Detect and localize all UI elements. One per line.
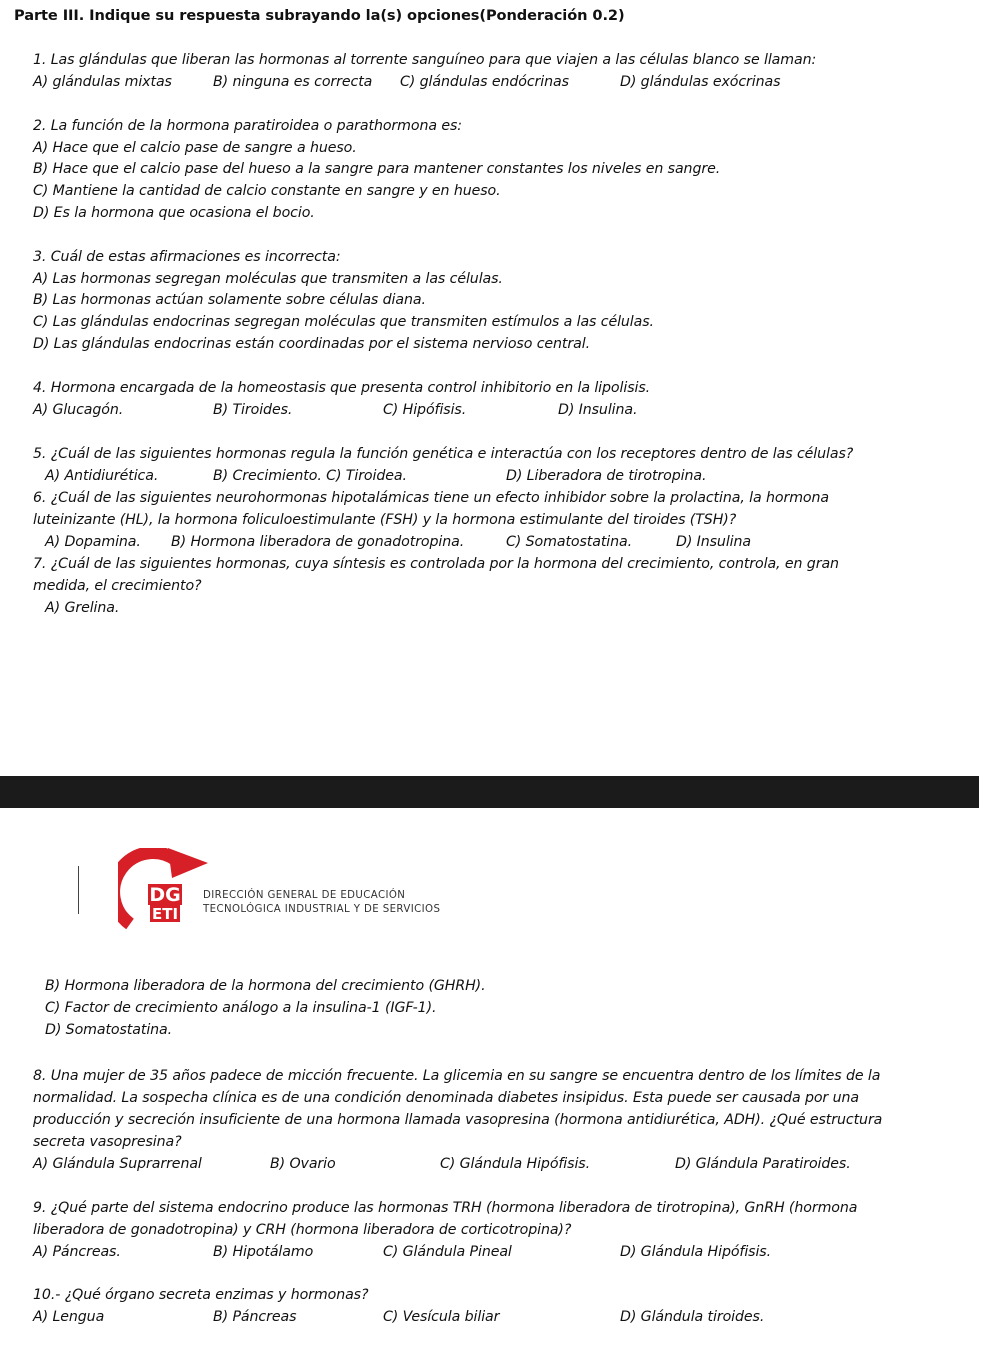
q8-option-b[interactable]: B) Ovario	[270, 1156, 336, 1172]
question-5: 5. ¿Cuál de las siguientes hormonas regula la función genética e interactúa con los receptores dentro de las células?	[33, 446, 854, 462]
question-6-cont: luteinizante (HL), la hormona foliculoestimulante (FSH) y la hormona estimulante del tiroides (TSH)?	[33, 512, 737, 528]
institution-name-line-2: TECNOLÓGICA INDUSTRIAL Y DE SERVICIOS	[203, 904, 441, 915]
question-6-options	[45, 533, 975, 551]
q7-option-d[interactable]: D) Somatostatina.	[45, 1022, 173, 1038]
institution-name-line-1: DIRECCIÓN GENERAL DE EDUCACIÓN	[203, 890, 406, 901]
q3-option-a[interactable]: A) Las hormonas segregan moléculas que transmiten a las células.	[33, 271, 503, 287]
question-4-options	[33, 401, 963, 419]
question-1: 1. Las glándulas que liberan las hormonas al torrente sanguíneo para que viajen a las células blanco se llaman:	[33, 52, 817, 68]
question-8-cont-1: normalidad. La sospecha clínica es de una condición denominada diabetes insipidus. Esta puede ser causada por una	[33, 1090, 859, 1106]
q5-option-d[interactable]: D) Liberadora de tirotropina.	[506, 468, 707, 484]
page-break-bar	[0, 776, 979, 808]
section-header: Parte III. Indique su respuesta subrayando la(s) opciones(Ponderación 0.2)	[14, 7, 625, 24]
q1-option-a[interactable]: A) glándulas mixtas	[33, 74, 172, 90]
q7-option-c[interactable]: C) Factor de crecimiento análogo a la insulina-1 (IGF-1).	[45, 1000, 437, 1016]
q10-option-a[interactable]: A) Lengua	[33, 1309, 105, 1325]
q7-option-a[interactable]: A) Grelina.	[45, 600, 120, 616]
q10-option-d[interactable]: D) Glándula tiroides.	[620, 1309, 765, 1325]
header-rule	[78, 866, 79, 914]
q9-option-c[interactable]: C) Glándula Pineal	[383, 1244, 512, 1260]
q1-option-d[interactable]: D) glándulas exócrinas	[620, 74, 781, 90]
question-9: 9. ¿Qué parte del sistema endocrino produce las hormonas TRH (hormona liberadora de tirotropina), GnRH (hormona	[33, 1200, 858, 1216]
question-7-cont: medida, el crecimiento?	[33, 578, 202, 594]
q6-option-d[interactable]: D) Insulina	[676, 534, 751, 550]
q2-option-a[interactable]: A) Hace que el calcio pase de sangre a hueso.	[33, 140, 357, 156]
q5-option-a[interactable]: A) Antidiurética.	[45, 468, 159, 484]
dgeti-logo-icon	[118, 848, 208, 938]
q4-option-d[interactable]: D) Insulina.	[558, 402, 638, 418]
question-9-cont: liberadora de gonadotropina) y CRH (hormona liberadora de corticotropina)?	[33, 1222, 572, 1238]
q9-option-a[interactable]: A) Páncreas.	[33, 1244, 121, 1260]
q8-option-a[interactable]: A) Glándula Suprarrenal	[33, 1156, 202, 1172]
logo-letters-bottom: ETI	[151, 905, 179, 923]
q2-option-d[interactable]: D) Es la hormona que ocasiona el bocio.	[33, 205, 315, 221]
q7-option-b[interactable]: B) Hormona liberadora de la hormona del crecimiento (GHRH).	[45, 978, 486, 994]
question-8-cont-3: secreta vasopresina?	[33, 1134, 182, 1150]
q3-option-b[interactable]: B) Las hormonas actúan solamente sobre células diana.	[33, 292, 426, 308]
q10-option-c[interactable]: C) Vesícula biliar	[383, 1309, 500, 1325]
question-4: 4. Hormona encargada de la homeostasis que presenta control inhibitorio en la lipolisis.	[33, 380, 651, 396]
q6-option-a[interactable]: A) Dopamina.	[45, 534, 141, 550]
q4-option-c[interactable]: C) Hipófisis.	[383, 402, 467, 418]
question-8-cont-2: producción y secreción insuficiente de una hormona llamada vasopresina (hormona antidiurética, ADH). ¿Qué estructura	[33, 1112, 883, 1128]
q1-option-c[interactable]: C) glándulas endócrinas	[400, 74, 569, 90]
question-5-options	[45, 467, 975, 485]
q2-option-b[interactable]: B) Hace que el calcio pase del hueso a la sangre para mantener constantes los niveles en sangre.	[33, 161, 721, 177]
q10-option-b[interactable]: B) Páncreas	[213, 1309, 297, 1325]
question-1-options	[33, 73, 963, 91]
q3-option-c[interactable]: C) Las glándulas endocrinas segregan moléculas que transmiten estímulos a las células.	[33, 314, 654, 330]
question-7: 7. ¿Cuál de las siguientes hormonas, cuya síntesis es controlada por la hormona del crecimiento, controla, en gran	[33, 556, 839, 572]
q9-option-d[interactable]: D) Glándula Hipófisis.	[620, 1244, 772, 1260]
q2-option-c[interactable]: C) Mantiene la cantidad de calcio constante en sangre y en hueso.	[33, 183, 501, 199]
question-2: 2. La función de la hormona paratiroidea o parathormona es:	[33, 118, 462, 134]
q9-option-b[interactable]: B) Hipotálamo	[213, 1244, 314, 1260]
question-6: 6. ¿Cuál de las siguientes neurohormonas hipotalámicas tiene un efecto inhibidor sobre la prolactina, la hormona	[33, 490, 829, 506]
q4-option-a[interactable]: A) Glucagón.	[33, 402, 124, 418]
q3-option-d[interactable]: D) Las glándulas endocrinas están coordinadas por el sistema nervioso central.	[33, 336, 590, 352]
q1-option-b[interactable]: B) ninguna es correcta	[213, 74, 373, 90]
question-9-options	[33, 1243, 963, 1261]
question-8-options	[33, 1155, 963, 1173]
q5-option-bc[interactable]: B) Crecimiento. C) Tiroidea.	[213, 468, 407, 484]
question-8: 8. Una mujer de 35 años padece de micción frecuente. La glicemia en su sangre se encuentra dentro de los límites de la	[33, 1068, 881, 1084]
q8-option-d[interactable]: D) Glándula Paratiroides.	[675, 1156, 851, 1172]
q6-option-c[interactable]: C) Somatostatina.	[506, 534, 633, 550]
question-10: 10.- ¿Qué órgano secreta enzimas y hormonas?	[33, 1287, 369, 1303]
question-10-options	[33, 1308, 963, 1326]
logo-letters-top: DG	[149, 884, 181, 906]
question-3: 3. Cuál de estas afirmaciones es incorrecta:	[33, 249, 341, 265]
q6-option-b[interactable]: B) Hormona liberadora de gonadotropina.	[171, 534, 465, 550]
q8-option-c[interactable]: C) Glándula Hipófisis.	[440, 1156, 590, 1172]
q4-option-b[interactable]: B) Tiroides.	[213, 402, 293, 418]
